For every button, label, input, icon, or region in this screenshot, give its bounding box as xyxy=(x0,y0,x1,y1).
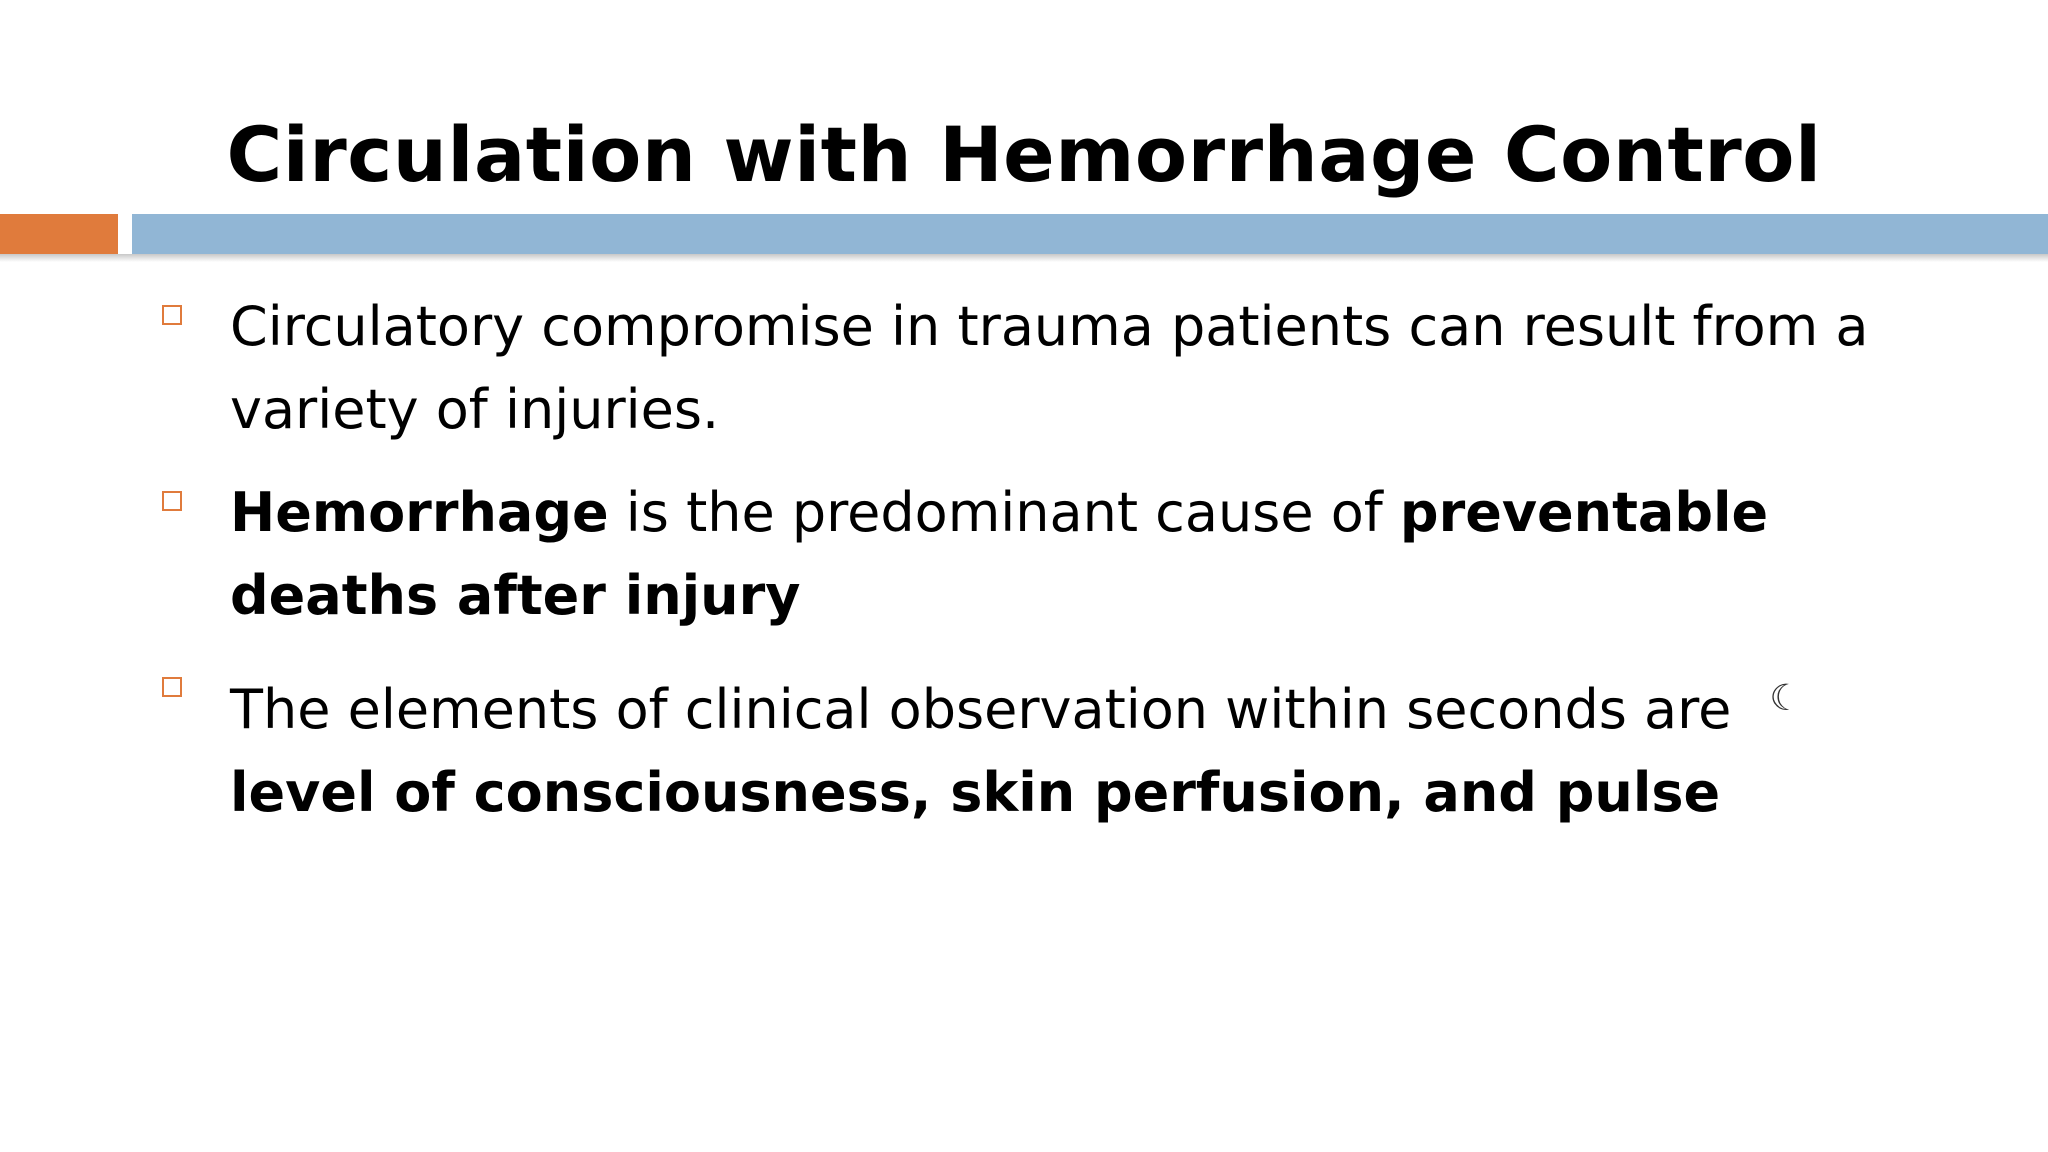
bullet-text: The elements of clinical observation within seconds are xyxy=(230,678,1732,741)
bullet-list xyxy=(160,285,1940,854)
bullet-square-icon xyxy=(162,677,182,697)
bullet-item xyxy=(160,471,1940,637)
bullet-bold-text: level of consciousness, skin perfusion, and pulse xyxy=(230,761,1721,824)
title-accent-shadow xyxy=(0,254,2048,262)
slide-title: Circulation with Hemorrhage Control xyxy=(226,110,1822,199)
bullet-bold-text: Hemorrhage xyxy=(230,481,609,544)
bullet-item xyxy=(160,657,1940,834)
bullet-text: is the predominant cause of xyxy=(608,481,1400,544)
bullet-square-icon xyxy=(162,305,182,325)
title-accent-orange xyxy=(0,214,118,254)
bullet-item xyxy=(160,285,1940,451)
bullet-square-icon xyxy=(162,491,182,511)
bullet-bold-text: preventable deaths after injury xyxy=(230,481,1769,627)
moon-icon: ☾ xyxy=(1769,678,1802,719)
bullet-text: Circulatory compromise in trauma patients can result from a variety of injuries. xyxy=(230,295,1869,441)
title-accent-blue xyxy=(132,214,2048,254)
